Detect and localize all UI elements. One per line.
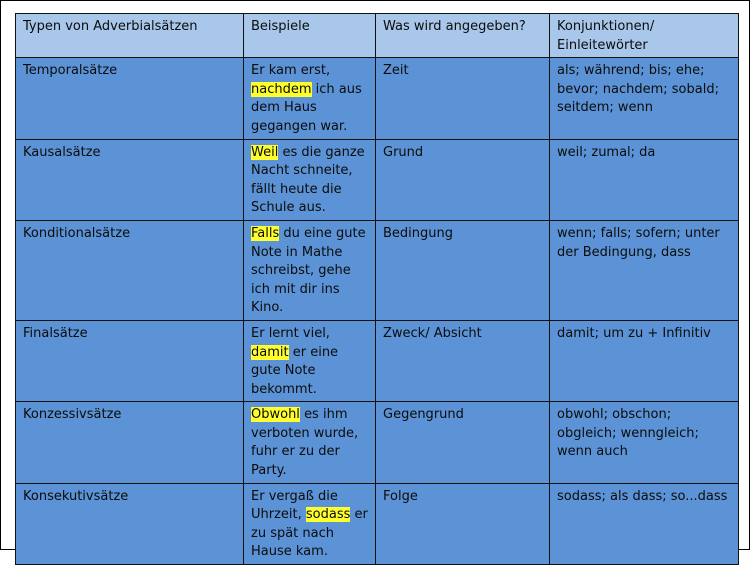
row-type: Kausalsätze bbox=[16, 139, 244, 220]
highlighted-conjunction: damit bbox=[251, 344, 289, 360]
example-text: er zu spät nach Hause kam. bbox=[251, 507, 368, 560]
row-indicates: Gegengrund bbox=[376, 402, 550, 483]
header-indicates: Was wird angegeben? bbox=[376, 14, 550, 58]
highlighted-conjunction: Obwohl bbox=[251, 407, 300, 423]
header-conjunctions: Konjunktionen/ Einleitewörter bbox=[550, 14, 739, 58]
row-type: Konditionalsätze bbox=[16, 220, 244, 320]
table-row bbox=[16, 139, 739, 220]
example-text: Er kam erst, bbox=[251, 63, 331, 79]
table-row bbox=[16, 320, 739, 401]
header-examples: Beispiele bbox=[244, 14, 376, 58]
table-row bbox=[16, 483, 739, 564]
highlighted-conjunction: sodass bbox=[305, 507, 351, 523]
row-type: Konsekutivsätze bbox=[16, 483, 244, 564]
row-example bbox=[244, 139, 376, 220]
highlighted-conjunction: nachdem bbox=[251, 81, 312, 97]
header-type: Typen von Adverbialsätzen bbox=[16, 14, 244, 58]
row-type: Konzessivsätze bbox=[16, 402, 244, 483]
example-text: es ihm verboten wurde, fuhr er zu der Party. bbox=[251, 407, 359, 479]
row-indicates: Zweck/ Absicht bbox=[376, 320, 550, 401]
row-example bbox=[244, 402, 376, 483]
row-indicates: Folge bbox=[376, 483, 550, 564]
row-conjunctions: weil; zumal; da bbox=[550, 139, 739, 220]
row-conjunctions: wenn; falls; sofern; unter der Bedingung, dass bbox=[550, 220, 739, 320]
table-row bbox=[16, 402, 739, 483]
row-type: Finalsätze bbox=[16, 320, 244, 401]
row-indicates: Zeit bbox=[376, 58, 550, 139]
row-conjunctions: sodass; als dass; so...dass bbox=[550, 483, 739, 564]
row-example bbox=[244, 58, 376, 139]
example-text: Er vergaß die Uhrzeit, bbox=[251, 488, 338, 523]
example-text: du eine gute Note in Mathe schreibst, gehe ich mit dir ins Kino. bbox=[251, 225, 366, 316]
row-example bbox=[244, 320, 376, 401]
row-indicates: Bedingung bbox=[376, 220, 550, 320]
example-text: es die ganze Nacht schneite, fällt heute die Schule aus. bbox=[251, 144, 365, 216]
row-example bbox=[244, 483, 376, 564]
highlighted-conjunction: Falls bbox=[251, 225, 280, 241]
row-conjunctions: obwohl; obschon; obgleich; wenngleich; wenn auch bbox=[550, 402, 739, 483]
row-conjunctions: damit; um zu + Infinitiv bbox=[550, 320, 739, 401]
example-text: ich aus dem Haus gegangen war. bbox=[251, 81, 362, 134]
example-text: er eine gute Note bekommt. bbox=[251, 344, 339, 397]
example-text: Er lernt viel, bbox=[251, 325, 330, 341]
table-row bbox=[16, 220, 739, 320]
table-row bbox=[16, 58, 739, 139]
row-indicates: Grund bbox=[376, 139, 550, 220]
row-example bbox=[244, 220, 376, 320]
adverbial-clauses-table bbox=[15, 13, 739, 565]
row-conjunctions: als; während; bis; ehe; bevor; nachdem; sobald; seitdem; wenn bbox=[550, 58, 739, 139]
highlighted-conjunction: Weil bbox=[251, 144, 279, 160]
row-type: Temporalsätze bbox=[16, 58, 244, 139]
table-header-row bbox=[16, 14, 739, 58]
